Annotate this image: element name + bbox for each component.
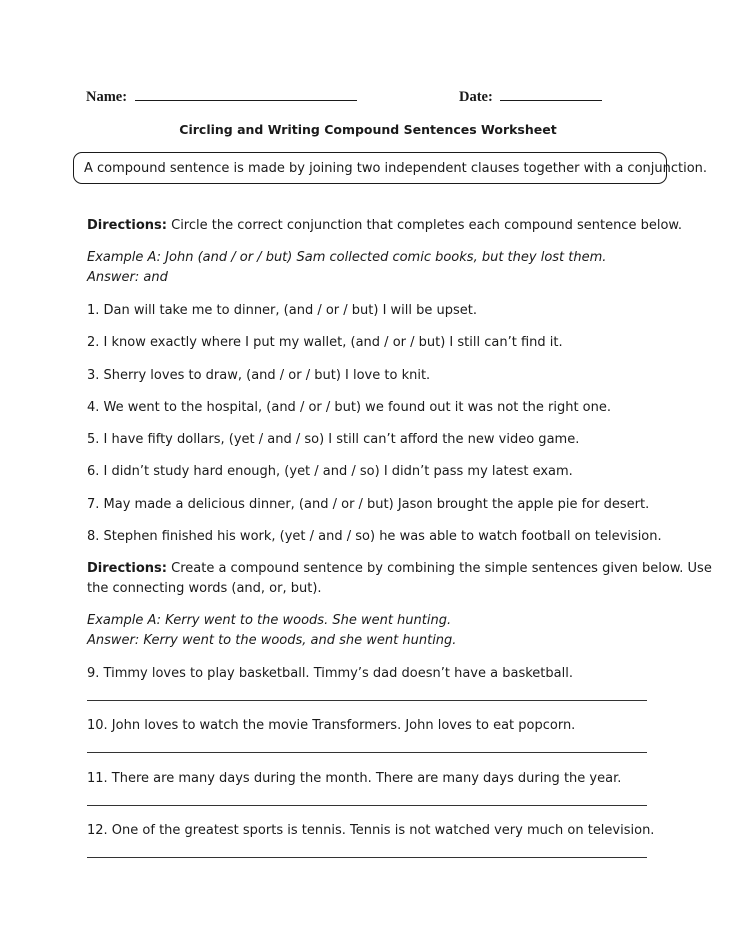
page-title: Circling and Writing Compound Sentences Worksheet [179, 122, 557, 137]
date-label: Date: [459, 89, 493, 105]
question-5[interactable]: 5. I have fifty dollars, (yet / and / so) I still can’t afford the new video game. [87, 432, 580, 447]
example-2-answer: Answer: Kerry went to the woods, and she went hunting. [87, 633, 457, 648]
directions-1-text: Circle the correct conjunction that completes each compound sentence below. [166, 218, 682, 233]
question-2[interactable]: 2. I know exactly where I put my wallet, (and / or / but) I still can’t find it. [87, 335, 563, 350]
example-1: Example A: John (and / or / but) Sam collected comic books, but they lost them. [87, 250, 607, 265]
example-1-answer: Answer: and [87, 270, 168, 285]
directions-2 [87, 561, 712, 576]
directions-2-text-line1: Create a compound sentence by combining the simple sentences given below. Use [166, 561, 712, 576]
date-blank[interactable] [500, 88, 602, 101]
directions-2-label: Directions: [87, 561, 167, 576]
answer-line-9[interactable] [87, 700, 647, 701]
question-4[interactable]: 4. We went to the hospital, (and / or / but) we found out it was not the right one. [87, 400, 611, 415]
example-2: Example A: Kerry went to the woods. She went hunting. [87, 613, 452, 628]
directions-1-label: Directions: [87, 218, 167, 233]
directions-1 [87, 218, 682, 233]
name-blank[interactable] [135, 88, 357, 101]
question-6[interactable]: 6. I didn’t study hard enough, (yet / and / so) I didn’t pass my latest exam. [87, 464, 573, 479]
answer-line-10[interactable] [87, 752, 647, 753]
question-1[interactable]: 1. Dan will take me to dinner, (and / or / but) I will be upset. [87, 303, 478, 318]
definition-box [73, 152, 708, 184]
name-field[interactable] [86, 88, 357, 106]
question-8[interactable]: 8. Stephen finished his work, (yet / and / so) he was able to watch football on television. [87, 529, 662, 544]
question-3[interactable]: 3. Sherry loves to draw, (and / or / but) I love to knit. [87, 368, 431, 383]
question-7[interactable]: 7. May made a delicious dinner, (and / or / but) Jason brought the apple pie for desert. [87, 497, 650, 512]
answer-line-12[interactable] [87, 857, 647, 858]
name-label: Name: [86, 89, 128, 105]
directions-2-text-line2: the connecting words (and, or, but). [87, 581, 322, 596]
definition-text: A compound sentence is made by joining two independent clauses together with a conjunction. [84, 161, 708, 176]
question-12: 12. One of the greatest sports is tennis. Tennis is not watched very much on television. [87, 823, 655, 838]
answer-line-11[interactable] [87, 805, 647, 806]
date-field[interactable] [459, 88, 602, 106]
question-11: 11. There are many days during the month. There are many days during the year. [87, 771, 622, 786]
question-10: 10. John loves to watch the movie Transformers. John loves to eat popcorn. [87, 718, 576, 733]
question-9: 9. Timmy loves to play basketball. Timmy’s dad doesn’t have a basketball. [87, 666, 573, 681]
